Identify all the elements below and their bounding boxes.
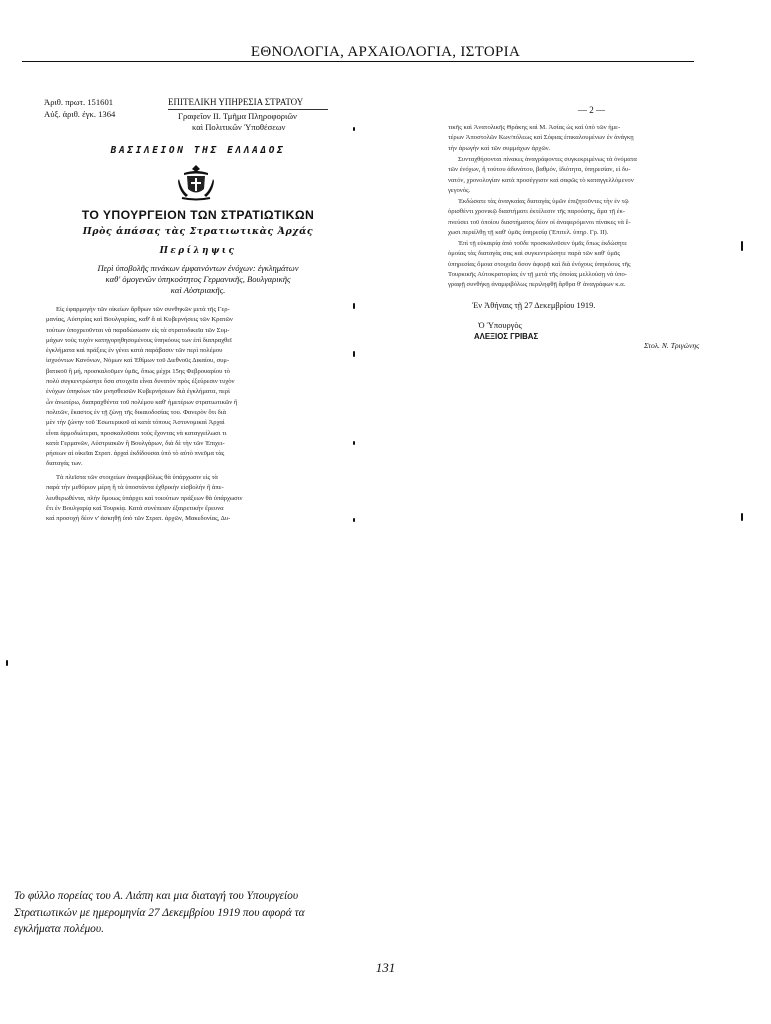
para2-line: παρὰ τὴν μεθόριον μέρη ἢ τὰ ὑποστάντα ἐχθρικὴν εἰσβολὴν ἢ ἀπε- [46,484,224,492]
body-paragraph-1 [46,305,348,470]
para1-line: ἐνόχων ὑπηκόων τῶν μνησθεισῶν Κυβερνήσεων διὰ ἐγκλήματα, περὶ [46,388,230,396]
scan-mark [741,241,743,251]
bureau-line-2: καὶ Πολιτικῶν Ὑποθέσεων [192,122,286,132]
para2-line: ἔτι ἐν Βουλγαρίᾳ καὶ Τουρκίᾳ. Κατὰ συνέπειαν ἐξαιρετικὴν ἔρευνα [46,504,224,512]
kingdom-heading: ΒΑΣΙΛΕΙΟΝ ΤΗΣ ΕΛΛΑΔΟΣ [110,145,286,156]
scan-mark [353,303,355,309]
addressee: Πρὸς ἁπάσας τὰς Στρατιωτικὰς Ἀρχάς [82,226,314,237]
coat-of-arms-icon [176,163,216,201]
summary-label: Περίληψις [159,246,237,256]
scan-mark [6,660,8,666]
right-paragraph-1 [448,123,740,154]
right-paragraph-2 [448,155,740,196]
para1-line: Εἰς ἐφαρμογὴν τῶν οἰκείων ἄρθρων τῶν συνθηκῶν μετὰ τῆς Γερ- [56,306,230,313]
page-number: 131 [375,960,396,975]
right-paragraph-3 [448,197,740,238]
signatory-name: ΑΛΕΞΙΟΣ ΓΡΙΒΑΣ [474,332,539,341]
subject-line-2: καθ' ὁμογενῶν ὑπηκοότητος Γερμανικῆς, Βουλγαρικῆς [105,274,291,285]
rp4-line: Ἐπὶ τῇ εὐκαιρίᾳ ἀπὸ τοῦδε προσκαλοῦσεν ὑμᾶς ὅπως ἐκδώσητε [458,240,628,247]
rp3-line: Ἐκδώσατε τὰς ἀναγκαίας διαταγὰς ὑμῶν ἐπιζητοῦντες τὴν ἐν τῷ [458,198,629,205]
protocol-number: Ἀριθ. πρωτ. 151601 [44,97,114,107]
rp4-line: ὁμοίας τὰς διαταγὰς σας καὶ συγκεντρώσητε παρὰ τῶν καθ' ὑμᾶς [448,250,620,258]
para1-line: εἶναι ἁρμοδιώτεραι, προσκαλοῦσαι τοὺς ἔχοντας νὰ καταγγείλωσι τι [46,429,227,437]
para1-line: βατικοῦ ἢ μή, προσκαλοῦμεν ὑμᾶς, ὅπως μέχρι 15ης Φεβρουαρίου τὸ [46,367,230,375]
right-paragraph-4 [448,239,740,290]
signatory-title: Ὁ Ὑπουργὸς [478,321,522,330]
ministry-heading: ΤΟ ΥΠΟΥΡΓΕΙΟΝ ΤΩΝ ΣΤΡΑΤΙΩΤΙΚΩΝ [81,208,315,222]
para1-line: ὧν ἀνωτέρω, διαπραχθέντα τοῦ πολέμου καθ' ἡμετέρων στρατιωτικῶν ἢ [46,398,238,406]
para2-line: Τὰ πλεῖστα τῶν στοιχείων ἀναμφιβόλως θὰ ὑπάρχωσιν εἰς τὰ [56,474,218,481]
para1-line: ἐγκλήματα καὶ πράξεις ἐν γένει κατὰ παράβασιν τῶν περὶ πολέμου [46,347,223,355]
header-rule [22,61,694,62]
service-underline [168,109,328,110]
para1-line: μανίας, Αὐστρίας καὶ Βουλγαρίας, καθ' ἃ αἱ Κυβερνήσεις τῶν Κρατῶν [46,316,233,324]
rp4-line: ὑπηρεσίας ὅμοια στοιχεῖα ὅσον ἀφορᾷ καὶ διὰ ἐνόχους ὑπηκόους τῆς [448,260,631,268]
subject-line-3: καὶ Αὐστριακῆς. [170,285,226,296]
rp3-line: χωσι περιέλθῃ τῇ καθ' ὑμᾶς ὑπηρεσίᾳ (Ἐπιτελ. ὑπηρ. Γρ. ΙΙ). [448,228,609,236]
countersignature: Στολ. Ν. Τριγώνης [644,341,700,350]
para1-line: πολιτῶν, ἕκαστος ἐν τῇ ζώνῃ τῆς δικαιοδοσίας του. Φανερὸν ὅτι διὰ [46,408,227,416]
scan-mark [741,513,743,521]
right-page-marker: — 2 — [578,105,605,115]
document-right-page [448,93,748,393]
document-date: Ἐν Ἀθήναις τῇ 27 Δεκεμβρίου 1919. [472,301,596,310]
running-head: ΕΘΝΟΛΟΓΙΑ, ΑΡΧΑΙΟΛΟΓΙΑ, ΙΣΤΟΡΙΑ [250,44,521,60]
rp3-line: πνεύσει τοῦ ὁποίου διαστήματος δέον οἱ ἀναφερόμενοι πίνακες νὰ ἔ- [448,218,631,226]
scanned-document [28,73,748,583]
para1-line: μὲν τὴν ζώνην τοῦ Ἐσωτερικοῦ αἱ κατὰ τόπους Ἀστυνομικαὶ Ἀρχαὶ [46,419,225,427]
para2-line: λευθερωθέντα, πλὴν ὅμοιως ὑπάρχει καὶ τοιούτων πράξεων θὰ ὑπάρχωσιν [46,494,243,502]
scan-mark [353,351,355,357]
body-paragraph-2 [46,473,348,524]
para1-line: κατὰ Γερμανῶν, Αὐστριακῶν ἢ Βουλγάρων, διὰ δὲ τὴν τῶν Ἐπιχει- [46,439,225,447]
scan-mark [353,518,355,522]
rp2-line: γεγονός. [448,186,471,194]
rp4-line: γραφῇ συνθήκῃ ἀναμφιβόλως περιληφθῇ ἄρθρα θ' ἀναγράφων κ.α. [448,281,626,289]
scan-mark [353,127,355,131]
rp1-line: τικῆς καὶ Ἀνατολικῆς Θράκης καὶ Μ. Ἀσίας ὡς καὶ ὑπὸ τῶν ἡμε- [448,124,621,131]
para1-line: μάχων τοὺς τυχὸν κατηγορηθησομένους ὑπηκόους των ἐπὶ διαπραχθεῖ [46,336,232,344]
subject [40,263,356,297]
para1-line: διαταγάς των. [46,460,83,468]
bureau-line-1: Γραφεῖον ΙΙ. Τμῆμα Πληροφοριῶν [178,111,297,121]
para1-line: ἰσχυόντων Κανόνων, Νόμων καὶ Ἐθίμων τοῦ Διεθνοῦς Δικαίου, συμ- [46,357,230,365]
rp1-line: τέρων Ἀποστολῶν Κων/πόλεως καὶ Σόφιας ἐπικαλουμένων ἐν ἀνάγκῃ [448,134,634,142]
rp2-line: νατόν, χρονολογίαν κατὰ προσέγγισιν καὶ σαφῶς τὸ καταγγελλόμενον [448,176,634,184]
rp2-line: Συνταχθήσονται πίνακες ἀναγράφοντες συγκεκριμένως τὰ ὀνόματα [458,156,637,163]
rp1-line: τὴν ἀρωγὴν καὶ τῶν συμμάχων ἀρχῶν. [448,144,551,152]
para1-line: ρήσεων αἱ οἰκεῖαι Στρατ. ἀρχαὶ ἐκδίδουσαι ὑπὸ τὸ αὐτὸ πνεῦμα τὰς [46,450,225,458]
para1-line: πολὺ συγκεντρώσητε ὅσα στοιχεῖα εἶναι δυνατὸν πρὸς ἐξεύρεσιν τυχὸν [46,378,235,386]
rp2-line: τῶν ἐνόχων, ἢ τούτου ἀδυνάτου, βαθμόν, ἰδιότητα, ὑπηρεσίαν, εἰ δυ- [448,166,631,174]
service-name: ΕΠΙΤΕΛΙΚΗ ΥΠΗΡΕΣΙΑ ΣΤΡΑΤΟΥ [168,97,304,107]
rp3-line: ὁρισθέντι χρονικῷ διαστήματι ἐκτέλεσιν τῆς παρούσης, ἅμα τῇ ἐκ- [448,208,625,216]
rp4-line: Τουρκικῆς Αὐτοκρατορίας ἐν τῇ μετὰ τῆς ὁποίας μελλούσῃ νὰ ὑπο- [448,270,628,278]
entry-number: Αὐξ. ἀριθ. ἐγκ. 1364 [44,109,116,119]
subject-line-1: Περὶ ὑποβολῆς πινάκων ἐμφαινόντων ἐνόχων: ἐγκλημάτων [97,263,299,273]
para1-line: τούτων ὑποχρεοῦνται νὰ παραδώσωσιν εἰς τὰ στρατοδικεῖα τῶν Συμ- [46,326,230,334]
figure-caption: Το φύλλο πορείας του Α. Λιάπη και μια διαταγή του Υπουργείου Στρατιωτικών με ημερομηνία 27 Δεκεμβρίου 1919 που αφορά τα εγκλήματα πολέμου. [14,890,305,935]
scan-mark [353,441,355,445]
para2-line: καὶ προσοχὴ δέον ν' ἀσκηθῇ ὑπὸ τῶν Στρατ. ἀρχῶν, Μακεδονίας, Δυ- [46,515,231,523]
document-left-page [40,93,356,583]
